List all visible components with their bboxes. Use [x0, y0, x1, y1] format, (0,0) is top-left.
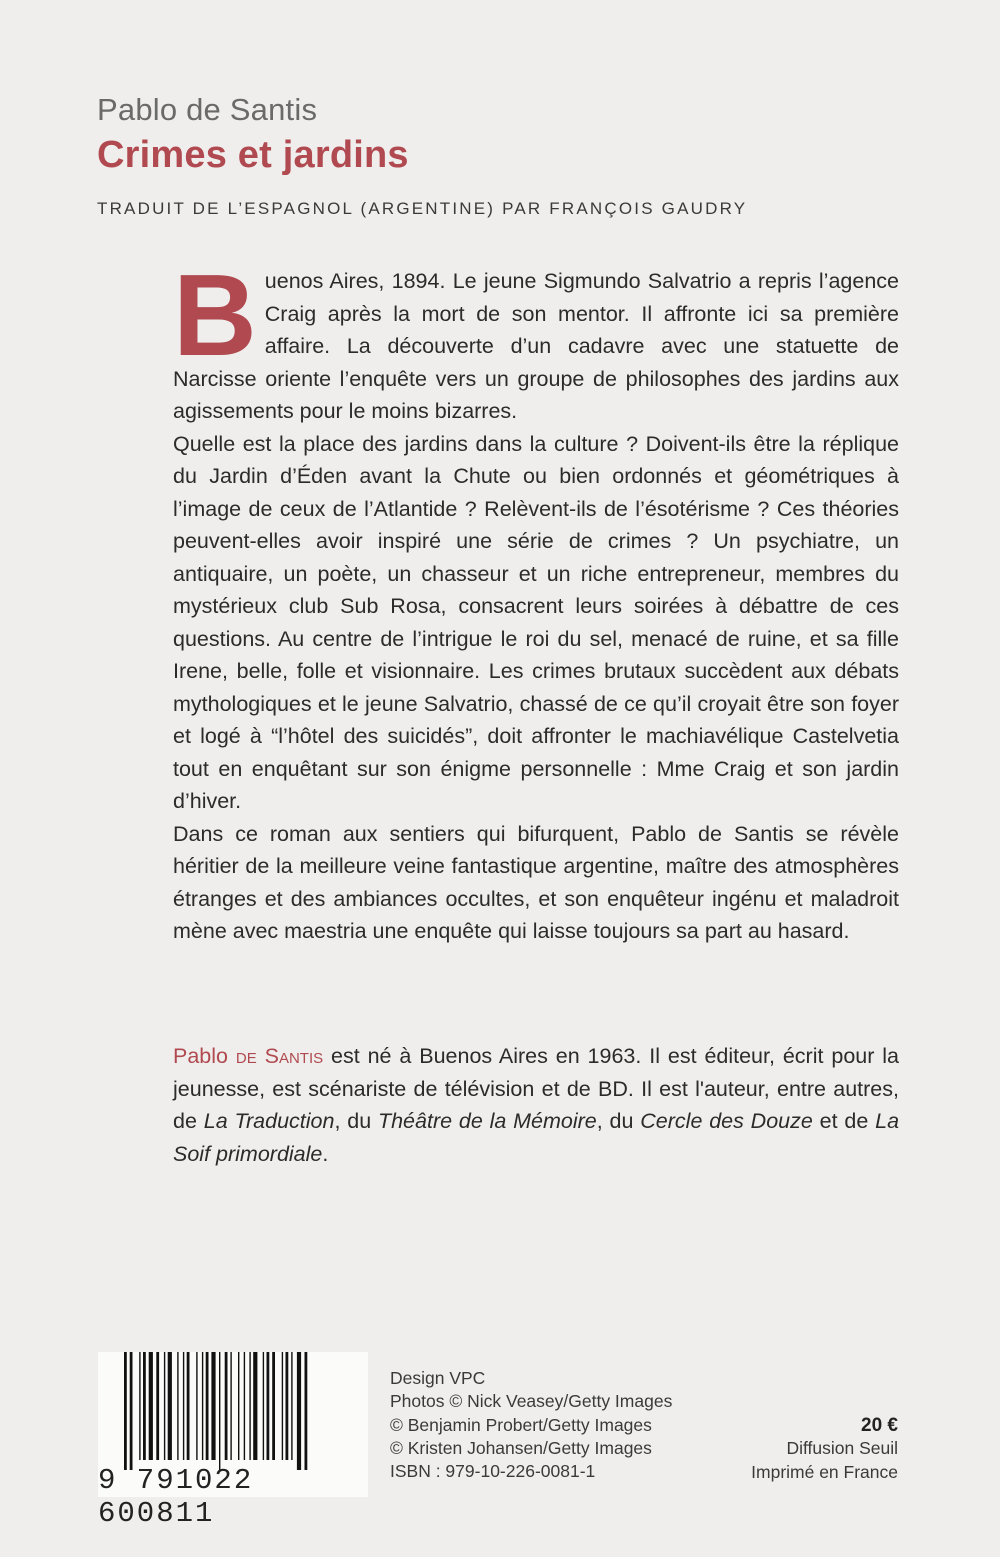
barcode-bar	[156, 1352, 159, 1460]
barcode-bar	[263, 1352, 264, 1460]
barcode-bar	[143, 1352, 146, 1460]
bio-text-1: est né à Buenos Aires en 1963. Il est éditeur, écrit pour la jeunesse, est scénariste de télévision et de BD. Il est l'auteur, entre autres, de	[173, 1044, 900, 1133]
summary-paragraph-1-text: uenos Aires, 1894. Le jeune Sigmundo Salvatrio a repris l’agence Craig après la mort de son mentor. Il affronte ici sa première affaire. La découverte d’un cadavre avec une statuette de Narcisse oriente l’enquête vers un groupe de philosophes des jardins aux agissements pour le moins bizarres.	[173, 269, 899, 423]
bio-text-5: .	[322, 1141, 329, 1166]
barcode-bar	[149, 1352, 153, 1460]
credit-line: © Benjamin Probert/Getty Images	[390, 1414, 652, 1435]
translation-credit: TRADUIT DE L’ESPAGNOL (ARGENTINE) PAR FRANÇOIS GAUDRY	[97, 199, 748, 218]
barcode-bar	[183, 1352, 184, 1460]
barcode-bar	[249, 1352, 250, 1460]
bio-work-2: Théâtre de la Mémoire	[377, 1109, 597, 1133]
barcode-bar	[202, 1352, 203, 1460]
bio-text-3: , du	[596, 1109, 641, 1133]
credit-line: Design VPC	[390, 1368, 486, 1388]
barcode	[98, 1352, 368, 1530]
barcode-bar	[130, 1352, 133, 1470]
author-bio	[173, 1040, 899, 1170]
barcode-bars	[124, 1352, 364, 1470]
author-name: Pablo de Santis	[97, 92, 318, 127]
summary-paragraph-1	[173, 250, 899, 428]
bio-text-4: et de	[812, 1109, 876, 1133]
barcode-bar	[139, 1352, 140, 1460]
barcode-bar	[124, 1352, 127, 1470]
price: 20 €	[861, 1415, 898, 1436]
book-title: Crimes et jardins	[97, 134, 409, 176]
drop-cap: B	[173, 250, 257, 380]
credit-line: © Kristen Johansen/Getty Images	[390, 1437, 652, 1458]
barcode-bar	[267, 1352, 270, 1460]
price-block	[751, 1414, 898, 1484]
barcode-bar	[272, 1352, 275, 1460]
barcode-bar	[219, 1352, 220, 1470]
bio-author-first: Pablo	[173, 1044, 236, 1068]
barcode-bar	[211, 1352, 215, 1460]
barcode-bar	[238, 1352, 239, 1460]
barcode-bar	[253, 1352, 257, 1460]
bio-work-1: La Traduction	[203, 1109, 335, 1133]
barcode-bar	[230, 1352, 231, 1460]
barcode-bar	[297, 1352, 301, 1470]
barcode-bar	[286, 1352, 289, 1460]
barcode-bar	[187, 1352, 190, 1460]
barcode-bar	[244, 1352, 245, 1460]
barcode-bar	[168, 1352, 172, 1460]
credits	[390, 1367, 672, 1483]
isbn: ISBN : 979-10-226-0081-1	[390, 1461, 596, 1482]
summary	[173, 250, 899, 948]
barcode-digits: 9 791022 600811	[98, 1464, 254, 1530]
barcode-bar	[305, 1352, 308, 1470]
printed-in: Imprimé en France	[751, 1461, 898, 1482]
barcode-bar	[196, 1352, 197, 1460]
bio-work-4: La Soif primordiale	[173, 1109, 900, 1166]
barcode-bar	[291, 1352, 292, 1460]
credit-line: Photos © Nick Veasey/Getty Images	[390, 1391, 673, 1412]
barcode-bar	[225, 1352, 228, 1460]
summary-paragraph-3: Dans ce roman aux sentiers qui bifurquent, Pablo de Santis se révèle héritier de la meilleure veine fantastique argentine, maître des atmosphères étranges et des ambiances occultes, et son enquêteur ingénu et maladroit mène avec maestria une enquête qui laisse toujours sa part au hasard.	[173, 821, 899, 943]
barcode-bar	[177, 1352, 178, 1460]
distribution: Diffusion Seuil	[786, 1438, 898, 1459]
summary-paragraph-2: Quelle est la place des jardins dans la culture ? Doivent-ils être la réplique du Jardin d’Éden avant la Chute ou bien ordonnés et géométriques à l’image de ceux de l’Atlantide ? Relèvent-ils de l’ésotérisme ? Ces théories peuvent-elles avoir inspiré une série de crimes ? Un psychiatre, un antiquaire, un poète, un chasseur et un riche entrepreneur, membres du mystérieux club Sub Rosa, consacrent leurs soirées à débattre de ces questions. Au centre de l’intrigue le roi du sel, menacé de ruine, et sa fille Irene, belle, folle et visionnaire. Les crimes brutaux succèdent aux débats mythologiques et le jeune Salvatrio, chassé de ce qu’il croyait être son foyer et logé à “l’hôtel des suicidés”, doit affronter le machiavélique Castelvetia tout en enquêtant sur son énigme personnelle : Mme Craig et son jardin d’hiver.	[173, 431, 899, 813]
barcode-bar	[164, 1352, 165, 1460]
bio-text-2: , du	[334, 1109, 378, 1133]
bio-work-3: Cercle des Douze	[640, 1109, 813, 1133]
barcode-bar	[282, 1352, 283, 1460]
barcode-bar	[206, 1352, 209, 1460]
bio-author-last: de Santis	[235, 1044, 324, 1068]
